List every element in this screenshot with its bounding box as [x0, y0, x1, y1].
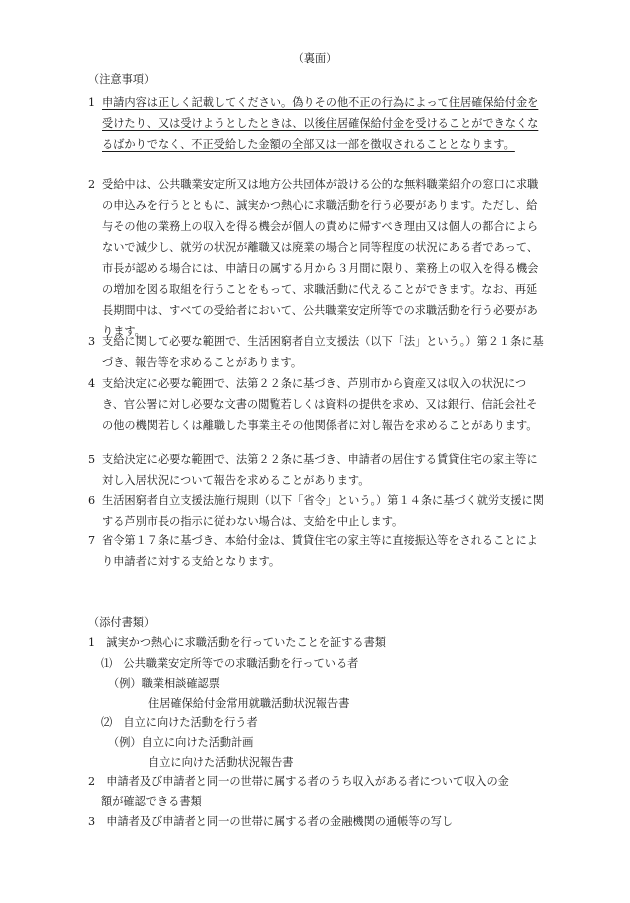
page-title: （裏面） — [292, 52, 338, 65]
note-text: 支給に関して必要な範囲で、生活困窮者自立支援法（以下「法」という。）第２１条に基づき、報告等を求めることがあります。 — [102, 335, 544, 369]
note-number: 6 — [88, 494, 96, 507]
note-number: 7 — [88, 534, 96, 547]
attachment-line: 3 申請者及び申請者と同一の世帯に属する者の金融機関の通帳等の写し — [88, 815, 454, 828]
note-number: 5 — [88, 453, 96, 466]
note-item-1 — [88, 92, 548, 155]
note-item-4 — [88, 373, 548, 436]
note-text: 生活困窮者自立支援法施行規則（以下「省令」という。）第１４条に基づく就労支援に関する芦別市長の指示に従わない場合は、支給を中止します。 — [102, 494, 544, 528]
note-text: 支給決定に必要な範囲で、法第２２条に基づき、芦別市から資産又は収入の状況につき、官公署に対し必要な文書の閲覧若しくは資料の提供を求め、又は銀行、信託会社その他の機関若しくは離職した事業主その他関係者に対し報告を求めることがあります。 — [102, 377, 538, 432]
attachments-heading: （添付書類） — [88, 616, 156, 629]
attachment-line: 自立に向けた活動状況報告書 — [148, 756, 294, 769]
attachment-line: 1 誠実かつ熱心に求職活動を行っていたことを証する書類 — [88, 636, 386, 649]
note-item-7 — [88, 530, 548, 572]
note-item-3 — [88, 331, 548, 373]
notes-heading: （注意事項） — [88, 73, 156, 86]
note-number: 3 — [88, 335, 96, 348]
note-item-6 — [88, 490, 548, 532]
attachment-line: ⑵ 自立に向けた活動を行う者 — [101, 716, 258, 729]
attachment-line: 2 申請者及び申請者と同一の世帯に属する者のうち収入がある者について収入の金 — [88, 775, 509, 788]
note-text: 省令第１７条に基づき、本給付金は、賃貸住宅の家主等に直接振込等をされることにより申請者に対する支給となります。 — [102, 534, 538, 568]
attachment-line: （例）職業相談確認票 — [108, 677, 220, 690]
note-text: 受給中は、公共職業安定所又は地方公共団体が設ける公的な無料職業紹介の窓口に求職の申込みを行うとともに、誠実かつ熱心に求職活動を行う必要があります。ただし、給与その他の業務上の収入を得る機会が個人の責めに帰すべき理由又は個人の都合によらないで減少し、就労の状況が離職又は廃業の場合と同等程度の状況にある者であって、市長が認める場合には、申請日の属する月から３月間に限り、業務上の収入を得る機会の増加を図る取組を行うことをもって、求職活動に代えることができます。なお、再延長期間中は、すべての受給者において、公共職業安定所等での求職活動を行う必要があります。 — [102, 178, 539, 338]
note-number: 4 — [88, 377, 96, 390]
note-item-2 — [88, 174, 548, 342]
note-number: 1 — [88, 96, 96, 109]
attachment-line: 額が確認できる書類 — [101, 795, 202, 808]
attachment-line: 住居確保給付金常用就職活動状況報告書 — [148, 697, 350, 710]
note-text: 申請内容は正しく記載してください。偽りその他不正の行為によって住居確保給付金を受けたり、又は受けようとしたときは、以後住居確保給付金を受けることができなくなるばかりでなく、不正受給した金額の全部又は一部を徴収されることとなります。 — [102, 96, 539, 151]
note-number: 2 — [88, 178, 96, 191]
attachment-line: （例）自立に向けた活動計画 — [108, 736, 254, 749]
attachment-line: ⑴ 公共職業安定所等での求職活動を行っている者 — [101, 657, 359, 670]
note-text: 支給決定に必要な範囲で、法第２２条に基づき、申請者の居住する賃貸住宅の家主等に対し入居状況について報告を求めることがあります。 — [102, 453, 538, 487]
note-item-5 — [88, 449, 548, 491]
